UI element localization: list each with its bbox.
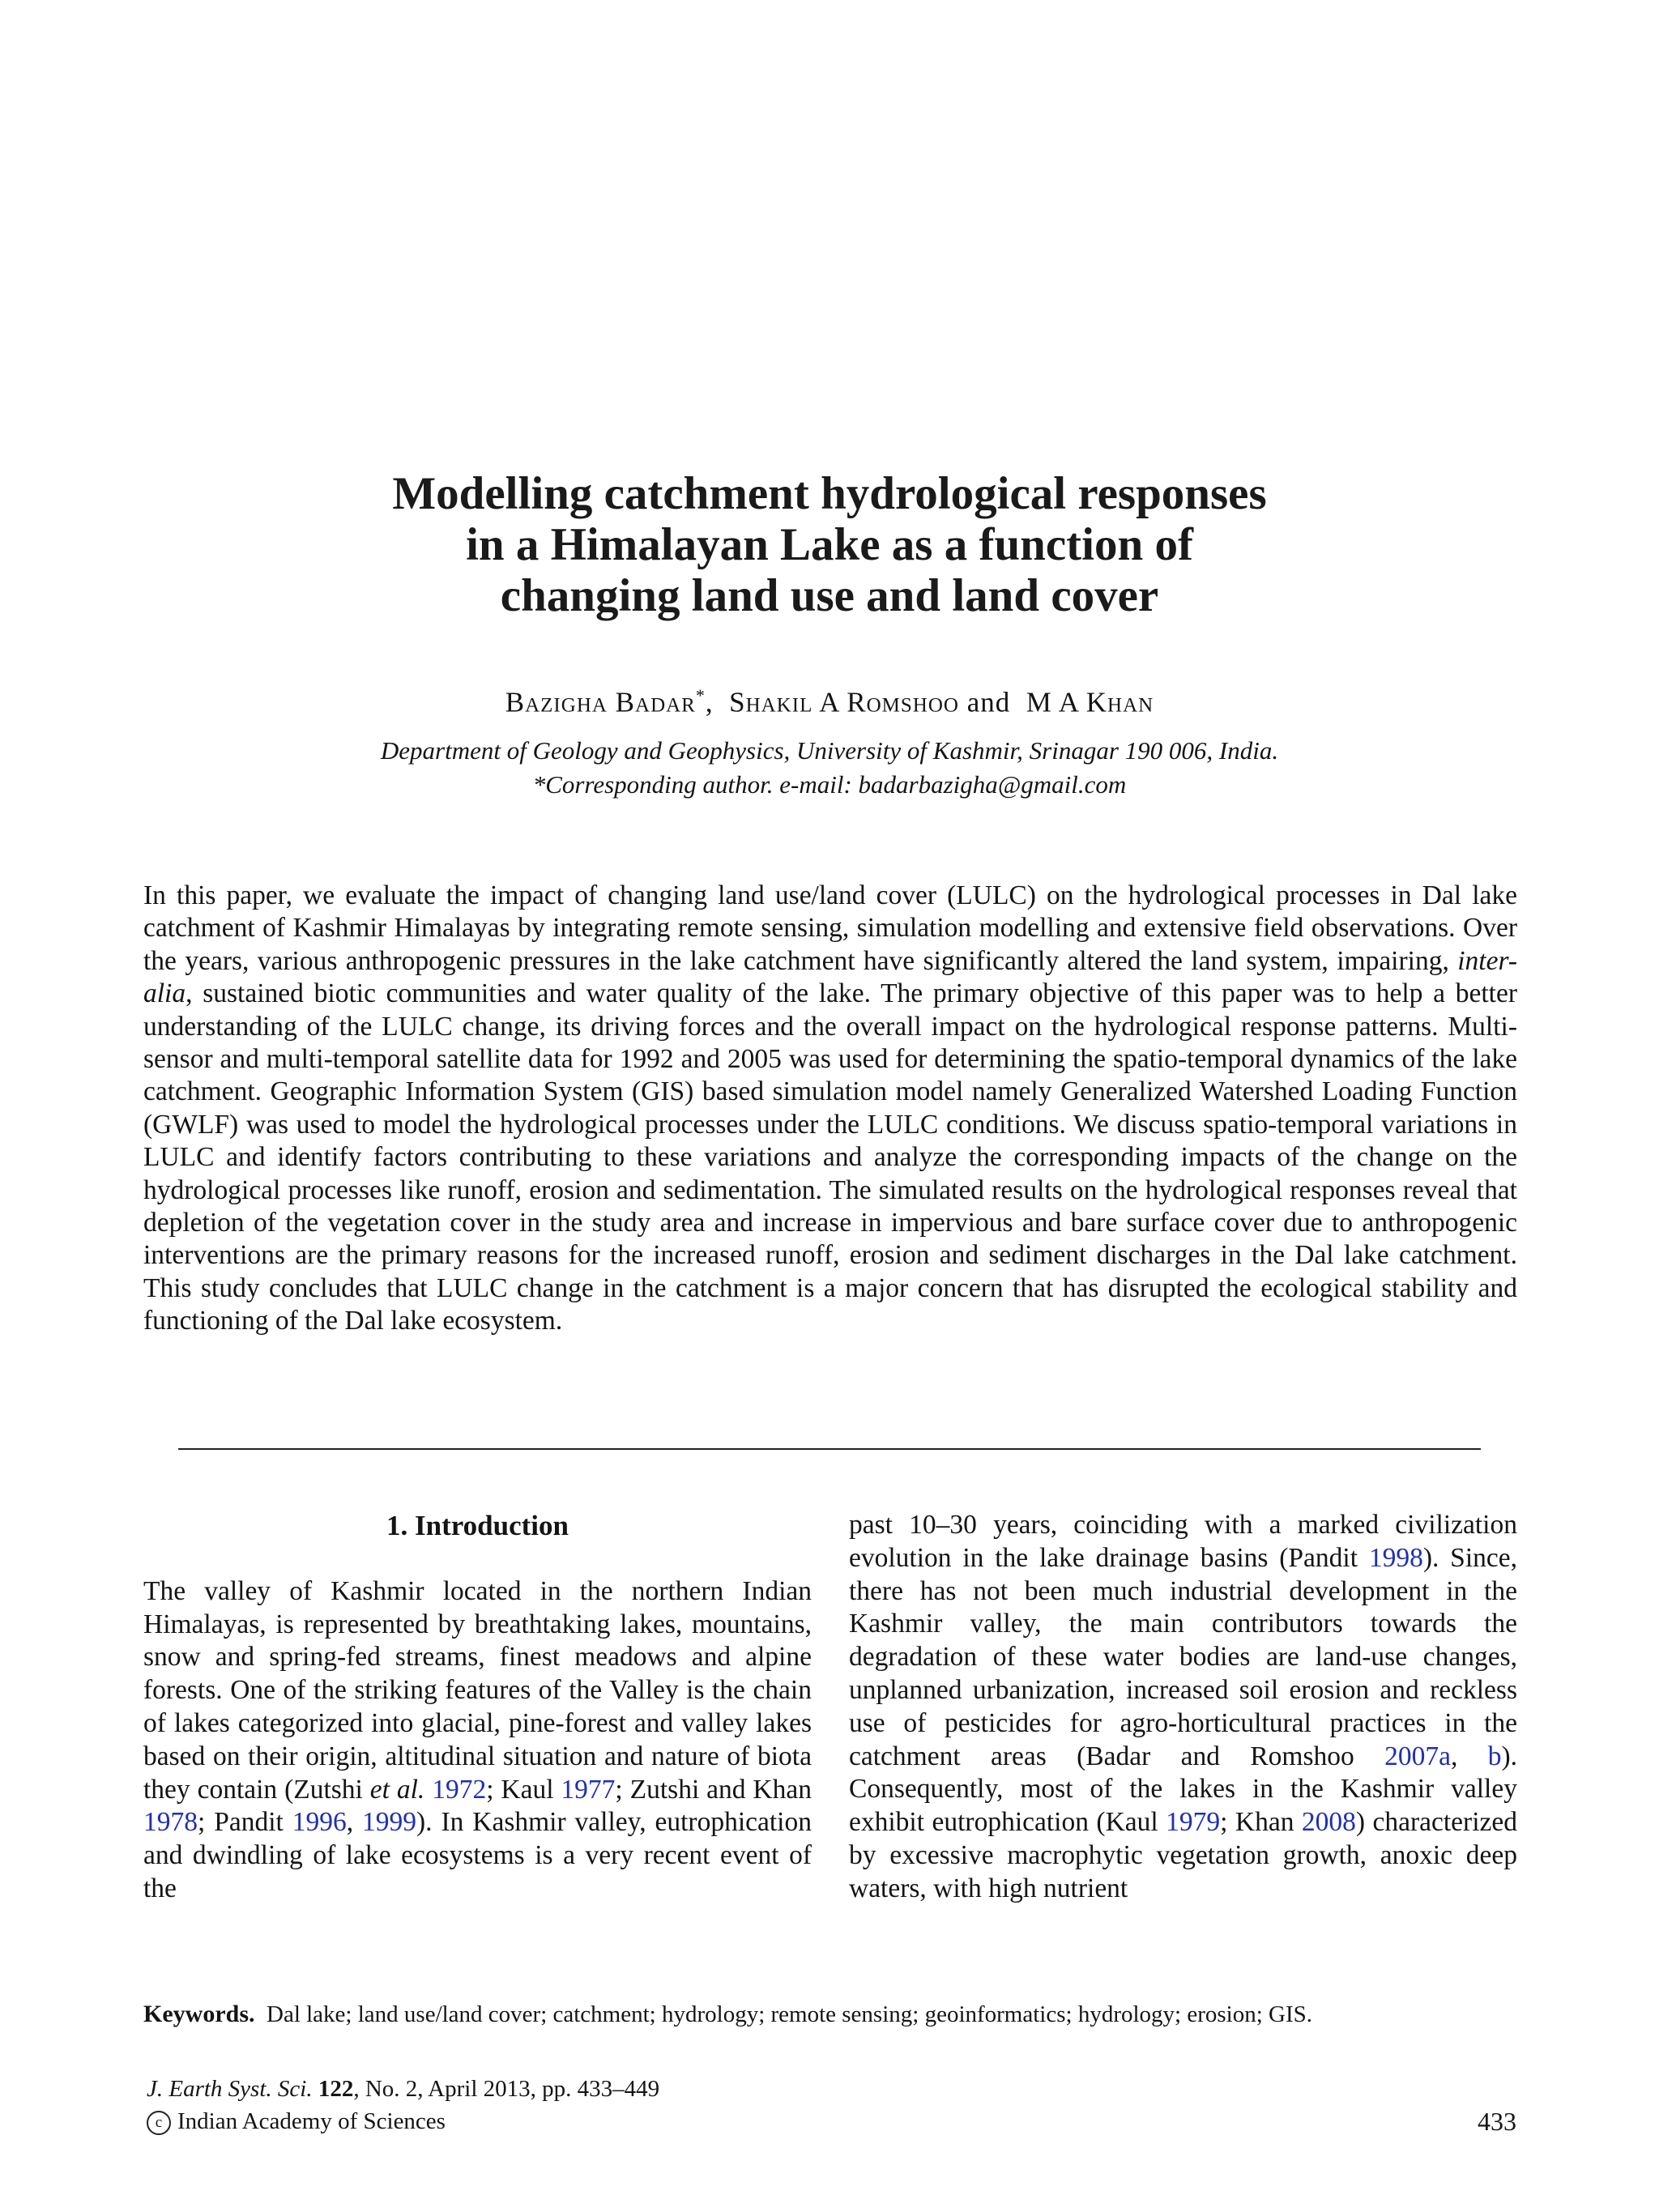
text-run: ; Kaul: [486, 1774, 561, 1805]
citation-link[interactable]: b: [1487, 1741, 1502, 1771]
intro-paragraph-1: [143, 1575, 812, 1906]
page-number: 433: [1478, 2107, 1516, 2136]
title-line-1: Modelling catchment hydrological responses: [392, 468, 1267, 519]
journal-issue: , No. 2, April 2013, pp. 433–449: [353, 2076, 660, 2102]
intro-right-column: [849, 1509, 1517, 1906]
keywords: [143, 2001, 1520, 2028]
text-run: ,: [1451, 1741, 1488, 1771]
text-run: [424, 1775, 432, 1805]
title-line-2: in a Himalayan Lake as a function of: [466, 519, 1193, 570]
citation-link[interactable]: 1999: [362, 1807, 417, 1838]
keywords-label: Keywords.: [143, 2001, 255, 2027]
author-and: and: [966, 686, 1011, 718]
text-run: ; Zutshi and Khan: [615, 1774, 812, 1805]
paper-title: [162, 468, 1497, 621]
citation-link[interactable]: 2008: [1301, 1807, 1356, 1838]
text-run: ,: [346, 1807, 363, 1838]
text-run-italic: et al.: [369, 1774, 425, 1805]
journal-volume: 122: [318, 2076, 354, 2102]
author-2: Shakil A Romshoo: [729, 686, 959, 718]
text-run: The valley of Kashmir located in the northern Indian Himalayas, is represented by breathtaking lakes, mountains, snow and spring-fed streams, finest meadows and alpine forests. One of the striking features of the Valley is the chain of lakes categorized into glacial, pine-forest and valley lakes based on their origin, altitudinal situation and nature of biota they contain (Zutshi: [143, 1575, 812, 1805]
author-list: [162, 685, 1497, 719]
abstract-part-2: , sustained biotic communities and water quality of the lake. The primary objective of this paper was to help a better understanding of the LULC change, its driving forces and the overall impact on the hydrological response patterns. Multi-sensor and multi-temporal satellite data for 1992 and 2005 was used for determining the spatio-temporal dynamics of the lake catchment. Geographic Information System (GIS) based simulation model namely Generalized Watershed Loading Function (GWLF) was used to model the hydrological processes under the LULC conditions. We discuss spatio-temporal variations in LULC and identify factors contributing to these variations and analyze the corresponding impacts of the change on the hydrological processes like runoff, erosion and sedimentation. The simulated results on the hydrological responses reveal that depletion of the vegetation cover in the study area and increase in impervious and bare surface cover due to anthropogenic interventions are the primary reasons for the increased runoff, erosion and sediment discharges in the Dal lake catchment. This study concludes that LULC change in the catchment is a major concern that has disrupted the ecological stability and functioning of the Dal lake ecosystem.: [143, 978, 1517, 1336]
citation-link[interactable]: 1979: [1166, 1807, 1221, 1838]
keywords-text: Dal lake; land use/land cover; catchment; hydrology; remote sensing; geoinformatics; hydrology; erosion; GIS.: [267, 2001, 1312, 2027]
text-run: past 10–30 years, coinciding with a marked civilization evolution in the lake drainage basins (Pandit: [849, 1510, 1517, 1573]
journal-citation: [147, 2073, 659, 2137]
text-run: ). Consequently, most of the lakes in the Kashmir valley exhibit eutrophication (Kaul: [849, 1741, 1517, 1838]
abstract: [143, 880, 1517, 1338]
intro-left-column: [143, 1510, 812, 1906]
author-3: M A Khan: [1026, 686, 1154, 718]
citation-link[interactable]: 1996: [292, 1807, 347, 1838]
author-separator: ,: [705, 686, 714, 718]
abstract-text: [143, 880, 1517, 1338]
corresponding-author-line: *Corresponding author. e-mail: badarbazigha@gmail.com: [532, 770, 1127, 799]
affiliation: [162, 734, 1497, 802]
citation-link[interactable]: 2007a: [1384, 1741, 1451, 1771]
journal-name: J. Earth Syst. Sci.: [147, 2076, 313, 2102]
citation-link[interactable]: 1977: [561, 1774, 616, 1805]
intro-paragraph-continued: [849, 1509, 1517, 1906]
text-run: ) characterized by excessive macrophytic vegetation growth, anoxic deep waters, with high nutrient: [849, 1807, 1517, 1903]
abstract-italic-term: inter-alia: [143, 945, 1517, 1009]
section-heading: 1. Introduction: [386, 1510, 569, 1541]
citation-link[interactable]: 1998: [1368, 1542, 1423, 1573]
author-1: Bazigha Badar: [505, 686, 696, 718]
corresponding-mark: *: [695, 685, 706, 705]
title-line-3: changing land use and land cover: [500, 570, 1159, 621]
abstract-part-1: In this paper, we evaluate the impact of changing land use/land cover (LULC) on the hydrological processes in Dal lake catchment of Kashmir Himalayas by integrating remote sensing, simulation modelling and extensive field observations. Over the years, various anthropogenic pressures in the lake catchment have significantly altered the land system, impairing,: [143, 880, 1517, 976]
affiliation-line: Department of Geology and Geophysics, University of Kashmir, Srinagar 190 006, India.: [380, 736, 1279, 765]
section-divider: [178, 1448, 1481, 1450]
text-run: ). In Kashmir valley, eutrophication and dwindling of lake ecosystems is a very recent event of the: [143, 1807, 812, 1903]
citation-link[interactable]: 1972: [432, 1774, 487, 1805]
publisher: Indian Academy of Sciences: [177, 2108, 446, 2134]
journal-line: [147, 2073, 659, 2105]
copyright-icon: c: [147, 2111, 171, 2135]
text-run: ). Since, there has not been much industrial development in the Kashmir valley, the main contributors towards the degradation of these water bodies are land-use changes, unplanned urbanization, increased soil erosion and reckless use of pesticides for agro-horticultural practices in the catchment areas (Badar and Romshoo: [849, 1542, 1517, 1771]
text-run: ; Pandit: [198, 1807, 292, 1838]
citation-link[interactable]: 1978: [143, 1807, 198, 1838]
copyright-line: [147, 2105, 659, 2137]
text-run: ; Khan: [1220, 1807, 1302, 1838]
